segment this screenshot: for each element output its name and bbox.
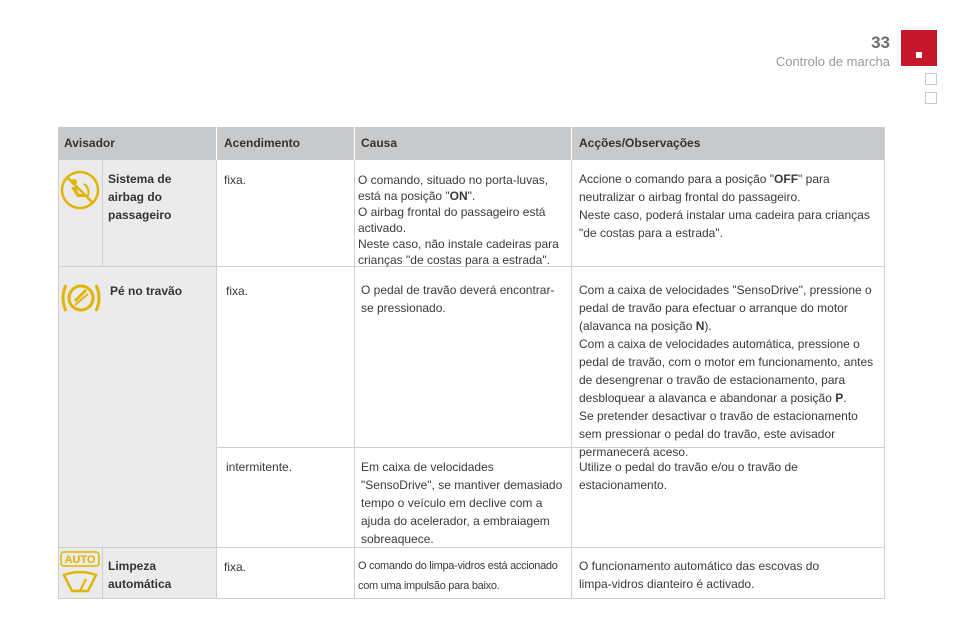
action-text: Com a caixa de velocidades automática, pressione o pedal de travão, com o motor em funcionamento, antes de desengrenar o travão de estacionamento, para desbloquear a alavanca e abandonar a posição — [579, 337, 874, 405]
row-cause: O comando do limpa-vidros está accionado com uma impulsão para baixo. — [358, 560, 558, 592]
row-action — [579, 170, 881, 242]
icon-divider — [102, 547, 103, 599]
row-label: Sistema de airbag do passageiro — [108, 172, 172, 222]
row-action — [579, 281, 881, 461]
chapter-tab — [901, 30, 937, 66]
header-divider — [354, 127, 355, 160]
row-lighting: fixa. — [224, 173, 247, 187]
cause-text: ". — [467, 189, 476, 203]
header-divider — [571, 127, 572, 160]
cause-value: ON — [449, 189, 468, 203]
warning-column-bg — [58, 160, 216, 599]
row-label: Limpeza automática — [108, 559, 172, 591]
row-lighting: fixa. — [224, 560, 247, 574]
action-value: N — [695, 319, 705, 333]
row-cause — [358, 172, 568, 268]
header-acendimento: Acendimento — [224, 136, 301, 150]
page-number: 33 — [871, 33, 890, 52]
table-border-right — [884, 127, 885, 599]
column-divider — [571, 160, 572, 599]
svg-text:AUTO: AUTO — [64, 554, 96, 566]
action-text: Se pretender desactivar o travão de estacionamento sem pressionar o pedal do travão, este avisador permanecerá aceso. — [579, 409, 858, 459]
cause-text: O airbag frontal do passageiro está activado. — [358, 205, 546, 235]
airbag-off-icon — [60, 170, 100, 210]
table-header — [58, 127, 885, 160]
action-text: . — [843, 391, 847, 405]
column-divider — [354, 160, 355, 599]
column-divider — [216, 160, 217, 599]
table-border-bottom — [58, 598, 885, 599]
wiper-icon — [60, 571, 100, 595]
chapter-tab-marker — [916, 52, 922, 58]
header-avisador: Avisador — [64, 136, 115, 150]
row-cause: O pedal de travão deverá encontrar-se pressionado. — [361, 283, 555, 315]
action-text: Com a caixa de velocidades "SensoDrive", pressione o pedal de travão para efectuar o arranque do motor (alavanca na posição — [579, 283, 872, 333]
cause-text: O comando, situado no porta-luvas, está na posição " — [358, 173, 549, 203]
action-text: Accione o comando para a posição " — [579, 172, 775, 186]
table-border-left — [58, 127, 59, 599]
action-value: OFF — [774, 172, 799, 186]
section-title: Controlo de marcha — [775, 54, 890, 69]
chapter-square-2 — [925, 92, 937, 104]
header-causa: Causa — [361, 136, 398, 150]
chapter-square-1 — [925, 73, 937, 85]
cause-text: Neste caso, não instale cadeiras para crianças "de costas para a estrada". — [358, 237, 559, 267]
warning-lights-table — [58, 127, 885, 599]
brake-pedal-icon — [60, 281, 102, 315]
row-label: Pé no travão — [110, 284, 183, 298]
row-cause: Em caixa de velocidades "SensoDrive", se mantiver demasiado tempo o veículo em declive com a ajuda do acelerador, a embraiagem sobreaquece. — [361, 460, 563, 546]
header-divider — [216, 127, 217, 160]
row-lighting: intermitente. — [226, 460, 293, 474]
row-action: Utilize o pedal do travão e/ou o travão de estacionamento. — [579, 460, 798, 492]
auto-wiper-icon — [60, 551, 100, 599]
auto-label-icon — [60, 551, 100, 567]
icon-divider — [102, 160, 103, 266]
header-accoes: Acções/Observações — [579, 136, 701, 150]
action-value: P — [835, 391, 844, 405]
row-lighting: fixa. — [226, 284, 249, 298]
row-action: O funcionamento automático das escovas do limpa-vidros dianteiro é activado. — [579, 559, 820, 591]
action-text: ). — [704, 319, 712, 333]
action-text: Neste caso, poderá instalar uma cadeira para crianças "de costas para a estrada". — [579, 208, 870, 240]
action-text: " para neutralizar o airbag frontal do passageiro. — [579, 172, 830, 204]
